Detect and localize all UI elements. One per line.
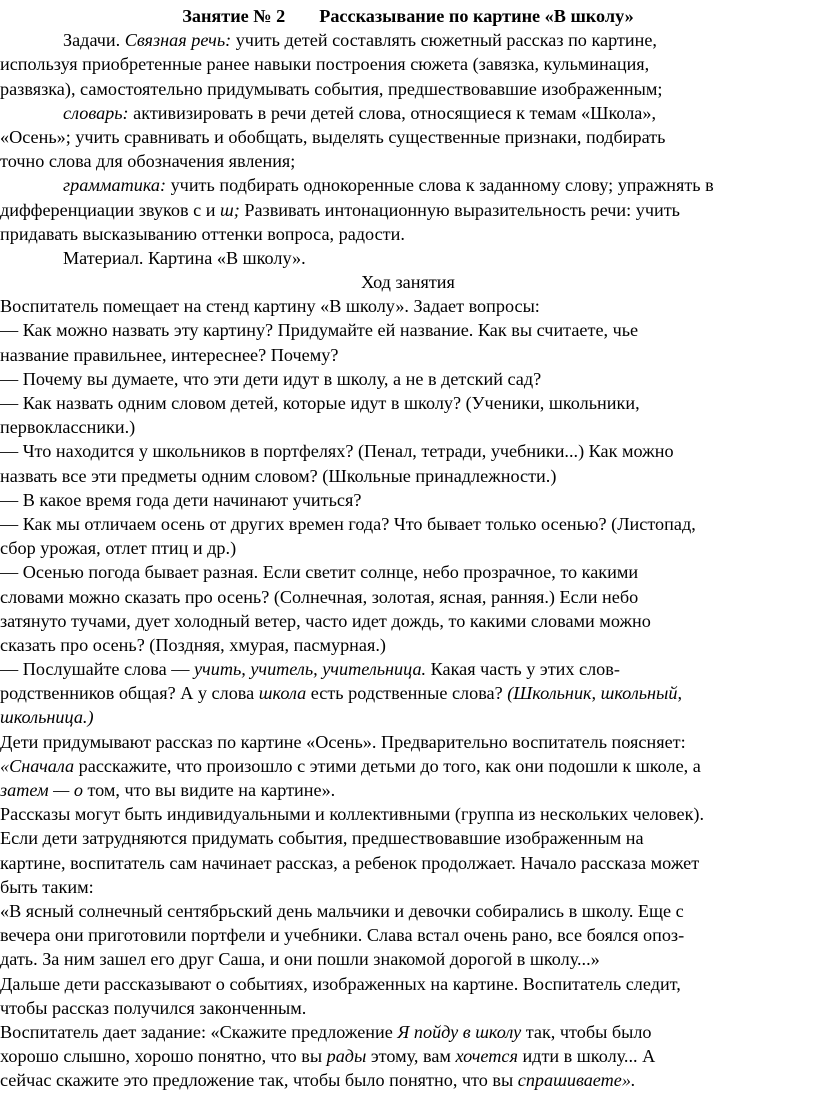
body-line: — Как можно назвать эту картину? Придумайте ей название. Как вы считаете, чье [0, 320, 639, 341]
tasks-vocab-line-1 [0, 101, 816, 125]
body-line [0, 657, 816, 681]
lesson-name: Рассказывание по картине «В школу» [319, 6, 634, 26]
tasks-vocab-line-2: «Осень»; учить сравнивать и обобщать, выделять существенные признаки, подбирать [0, 126, 666, 147]
lesson-number: Занятие № 2 [182, 6, 286, 26]
body-text: родственников общая? А у слова [0, 683, 255, 704]
body-line: дать. За ним зашел его друг Саша, и они пошли знакомой дорогой в школу...» [0, 949, 600, 970]
body-line: «В ясный солнечный сентябрьский день мальчики и девочки собирались в школу. Еще с [0, 900, 684, 921]
body-text: идти в школу... А [522, 1046, 656, 1067]
body-text-italic: учить, учитель, учительница. [193, 659, 427, 680]
speech-label: Связная речь: [124, 30, 232, 51]
tasks-text: активизировать в речи детей слова, относящиеся к темам «Школа», [133, 102, 657, 123]
body-line [0, 1044, 816, 1068]
body-line [0, 778, 816, 802]
tasks-speech-line-3: развязка), самостоятельно придумывать события, предшествовавшие изображенным; [0, 78, 663, 99]
body-text-italic: хочется [455, 1046, 518, 1067]
body-line [0, 705, 816, 729]
tasks-text: Развивать интонационную выразительность речи: учить [244, 199, 680, 220]
body-line: — Как назвать одним словом детей, которые идут в школу? (Ученики, школьники, [0, 393, 640, 413]
body-text-italic: (Школьник, школьный, [507, 683, 683, 704]
body-line [0, 681, 816, 705]
body-line: сказать про осень? (Поздняя, хмурая, пасмурная.) [0, 634, 386, 655]
tasks-text: учить подбирать однокоренные слова к заданному слову; упражнять в [170, 175, 714, 196]
material-line: Материал. Картина «В школу». [63, 247, 306, 268]
tasks-vocab-line-3: точно слова для обозначения явления; [0, 151, 296, 172]
body-text-italic: школа [258, 683, 307, 704]
body-line: — Осенью погода бывает разная. Если светит солнце, небо прозрачное, то какими [0, 562, 639, 583]
body-text: есть родственные слова? [310, 683, 503, 704]
body-line: быть таким: [0, 876, 94, 897]
grammar-label: грамматика: [63, 175, 167, 196]
body-line: Дети придумывают рассказ по картине «Осень». Предварительно воспитатель поясняет: [0, 731, 686, 752]
body-text: — Послушайте слова — [0, 659, 190, 680]
body-line: — Что находится у школьников в портфелях? (Пенал, тетради, учебники...) Как можно [0, 441, 674, 462]
body-line [0, 1068, 816, 1092]
lesson-title [0, 4, 816, 28]
body-text-italic: Я пойду в школу [397, 1021, 522, 1042]
body-line: словами можно сказать про осень? (Солнечная, золотая, ясная, ранняя.) Если небо [0, 586, 639, 607]
body-line: Воспитатель помещает на стенд картину «В школу». Задает вопросы: [0, 296, 540, 317]
body-line [0, 754, 816, 778]
tasks-speech-line-2: используя приобретенные ранее навыки построения сюжета (завязка, кульминация, [0, 54, 650, 75]
body-text-italic: школьница.) [0, 707, 94, 728]
tasks-speech-line-1 [0, 28, 816, 52]
body-text: том, что вы видите на картине». [87, 780, 336, 800]
body-text: так, чтобы было [525, 1021, 652, 1042]
body-line: затянуто тучами, дует холодный ветер, часто идет дождь, то какими словами можно [0, 610, 651, 631]
body-text: этому, вам [370, 1046, 451, 1067]
body-text-italic: затем — о [0, 780, 83, 800]
tasks-grammar-line-2 [0, 198, 816, 222]
body-line: назвать все эти предметы одним словом? (Школьные принадлежности.) [0, 465, 557, 486]
body-line: чтобы рассказ получился законченным. [0, 997, 307, 1018]
body-text-italic: спрашиваете». [517, 1070, 636, 1091]
body-text: Воспитатель дает задание: «Скажите предложение [0, 1021, 393, 1042]
body-text-italic: «Сначала [0, 755, 75, 776]
body-line: — Почему вы думаете, что эти дети идут в школу, а не в детский сад? [0, 368, 542, 389]
body-line: Рассказы могут быть индивидуальными и коллективными (группа из нескольких человек). [0, 804, 705, 825]
tasks-text-italic: ш; [220, 199, 240, 220]
body-line: вечера они приготовили портфели и учебники. Слава встал очень рано, все боялся опоз- [0, 925, 685, 946]
body-line: — Как мы отличаем осень от других времен года? Что бывает только осенью? (Листопад, [0, 513, 696, 534]
body-line [0, 1020, 816, 1044]
tasks-grammar-line-1 [0, 173, 816, 197]
tasks-grammar-line-3: придавать высказыванию оттенки вопроса, радости. [0, 223, 405, 244]
body-text: Какая часть у этих слов- [430, 659, 620, 680]
body-line: картине, воспитатель сам начинает рассказ, а ребенок продолжает. Начало рассказа может [0, 852, 700, 873]
body-line: первоклассники.) [0, 417, 136, 438]
body-text: сейчас скажите это предложение так, чтобы было понятно, что вы [0, 1070, 514, 1091]
vocab-label: словарь: [63, 102, 129, 123]
body-line: сбор урожая, отлет птиц и др.) [0, 538, 237, 559]
body-line: — В какое время года дети начинают учиться? [0, 489, 362, 510]
tasks-text: дифференциации звуков с и [0, 199, 216, 220]
body-text: хорошо слышно, хорошо понятно, что вы [0, 1046, 323, 1067]
section-heading: Ход занятия [361, 272, 455, 293]
body-line: Дальше дети рассказывают о событиях, изображенных на картине. Воспитатель следит, [0, 973, 681, 994]
body-text-italic: рады [326, 1046, 367, 1067]
body-line: название правильнее, интереснее? Почему? [0, 344, 339, 365]
body-line: Если дети затрудняются придумать события, предшествовавшие изображенным на [0, 828, 644, 849]
tasks-label: Задачи. [63, 30, 121, 51]
body-text: расскажите, что произошло с этими детьми до того, как они подошли к школе, а [78, 755, 701, 776]
tasks-text: учить детей составлять сюжетный рассказ по картине, [235, 30, 657, 51]
